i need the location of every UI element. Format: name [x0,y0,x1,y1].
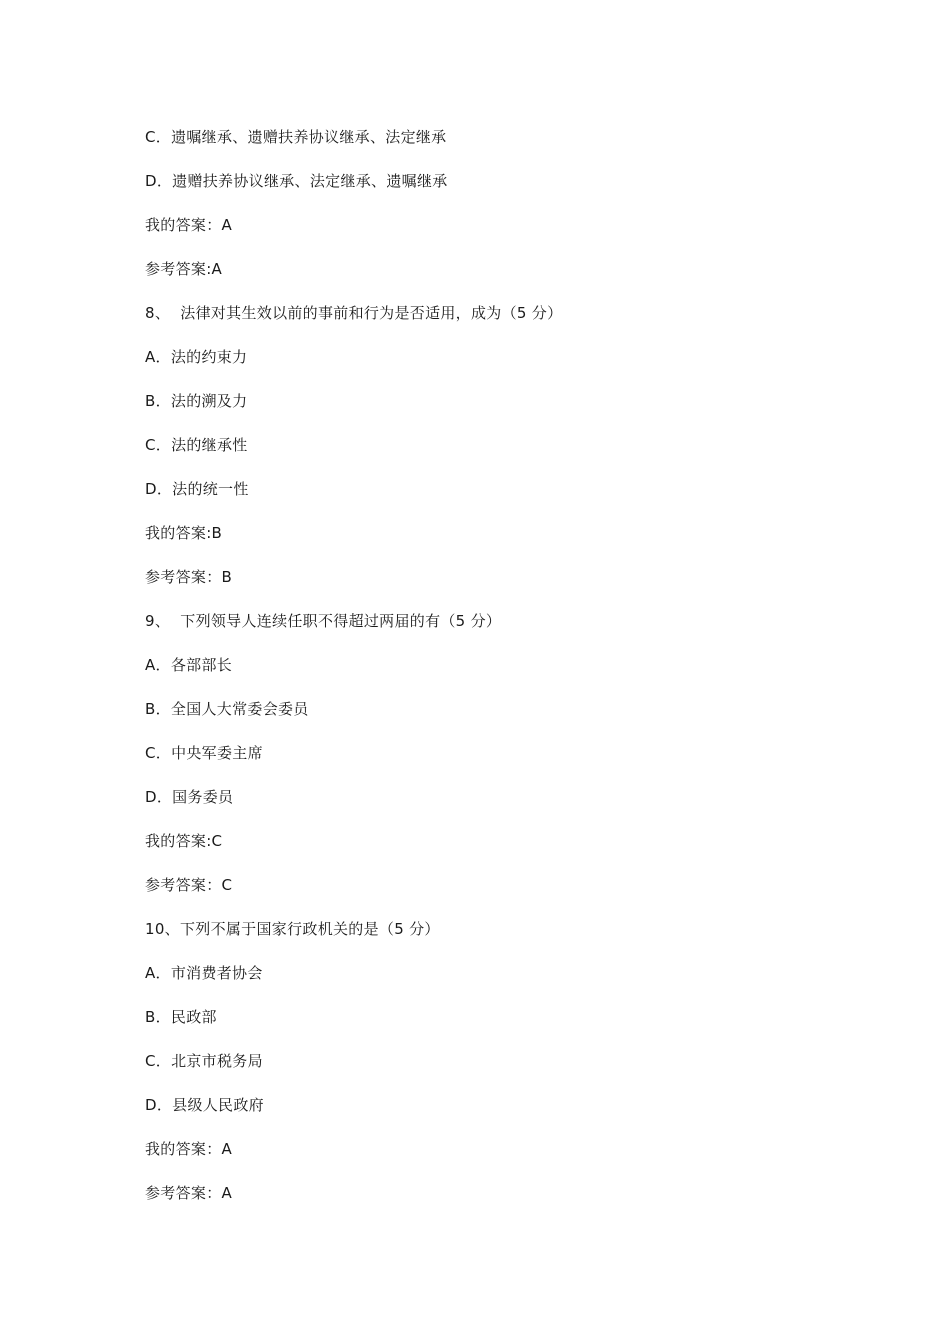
option-c-q9: C．中央军委主席 [145,744,263,762]
option-d-q9: D．国务委员 [145,788,234,806]
reference-answer-q10: 参考答案：A [145,1184,233,1202]
reference-answer-q7: 参考答案:A [145,260,223,278]
question-8: 8、 法律对其生效以前的事前和行为是否适用，成为（5 分） [145,304,563,322]
option-d-q10: D．县级人民政府 [145,1096,264,1114]
option-a-q8: A．法的约束力 [145,348,248,366]
my-answer-q9: 我的答案:C [145,832,223,850]
option-b-q8: B．法的溯及力 [145,392,248,410]
my-answer-q7: 我的答案：A [145,216,233,234]
option-b-q9: B．全国人大常委会委员 [145,700,309,718]
my-answer-q10: 我的答案：A [145,1140,233,1158]
reference-answer-q8: 参考答案：B [145,568,233,586]
option-c-q8: C．法的继承性 [145,436,248,454]
option-a-q9: A．各部部长 [145,656,233,674]
option-d-q7: D．遗赠扶养协议继承、法定继承、遗嘱继承 [145,172,448,190]
question-10: 10、下列不属于国家行政机关的是（5 分） [145,920,440,938]
option-a-q10: A．市消费者协会 [145,964,263,982]
question-9: 9、 下列领导人连续任职不得超过两届的有（5 分） [145,612,502,630]
my-answer-q8: 我的答案:B [145,524,223,542]
option-c-q10: C．北京市税务局 [145,1052,263,1070]
option-d-q8: D．法的统一性 [145,480,249,498]
option-b-q10: B．民政部 [145,1008,217,1026]
option-c-q7: C．遗嘱继承、遗赠扶养协议继承、法定继承 [145,128,447,146]
reference-answer-q9: 参考答案：C [145,876,233,894]
